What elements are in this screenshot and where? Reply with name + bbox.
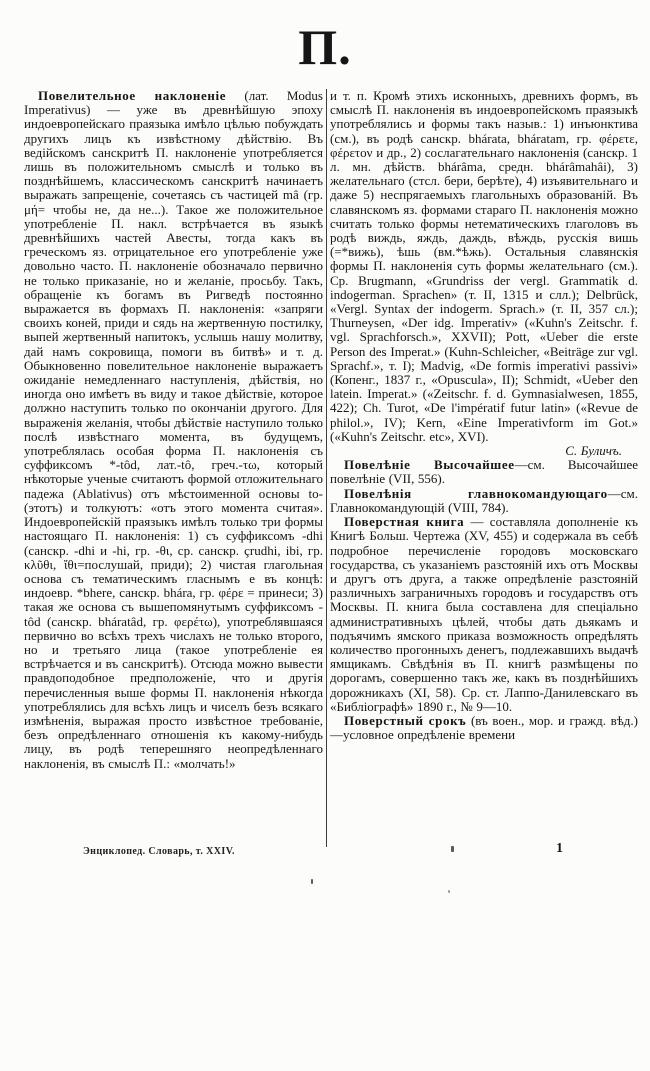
article-body-left: (лат. Modus Imperativus) — уже въ древнѣйшую эпоху индоевропейскаго праязыка имѣло цѣлью побуждать другихъ лицъ къ извѣстному дѣйствію. Въ ведійскомъ санскритѣ П. наклоненіе употребляется лишь въ положительномъ смыслѣ и только въ позднѣйшемъ, классическомъ санскритѣ начинаетъ выражать запрещеніе, сочетаясь съ частицей mâ (гр. μή= чтобы не, да не...). Такое же положительное употребленіе П. накл. встрѣчается въ языкѣ древнѣйшихъ частей Авесты, тогда какъ въ греческомъ яз. отрицательное его употребленіе уже довольно часто. П. наклоненіе обозначало первично не только приказаніе, но и желаніе, просьбу. Такъ, обращеніе къ богамъ въ Ригведѣ постоянно выражается въ формахъ П. наклоненія: «запряги своихъ коней, приди и сядь на жертвенную постилку, выпей жертвенный напитокъ, услышь нашу молитву, дай намъ сокровища, помоги въ битвѣ» и т. д. Обыкновенно повелительное наклоненіе выражаетъ ожиданіе немедленнаго наступленія, дѣйствія, но иногда оно имѣетъ въ виду и такое дѣйствіе, которое должно наступить только по окончаніи другого. Для выраженія желанія, чтобы дѣйствіе наступило только послѣ извѣстнаго момента, въ будущемъ, употреблялась особая форма П. наклоненія съ суффиксомъ *-tôd, лат.-tô, греч.-τω, который нѣкоторые ученые считаютъ формой отложительнаго падежа (Ablativus) отъ мѣстоименной основы to- (этотъ) и толкуютъ: «отъ этого момента считая». Индоевропейскій праязыкъ имѣлъ только три формы настоящаго П. наклоненія: 1) съ суффиксомъ -dhi (санскр. -dhi и -hi, гр. -θι, ср. санскр. çrudhi, ibi, гр. κλῦθι, ἴθι=послушай, приди); 2) чистая глагольная основа съ тематическимъ гласнымъ e въ концѣ: индоевр. *bhere, санскр. bhára, гр. φέρε = принеси; 3) такая же основа съ вышепомянутымъ суффиксомъ -tôd (санскр. bháratâd, гр. φερέτω), употреблявшаяся первично во всѣхъ трехъ числахъ не только второго, но и третьяго лица (такое употребленіе ея встрѣчается и въ санскритѣ). Отсюда можно вывести правдоподобное предположеніе, что и другія перечисленныя выше формы П. наклоненія нѣкогда употреблялись для всѣхъ лицъ и чиселъ безъ всякаго измѣненія, выражая просто извѣстное требованіе, безъ опредѣленнаго отношенія къ какому-нибудь лицу, въ родѣ теперешняго неопредѣленнаго наклоненія, въ смыслѣ П.: «молчать!»	[24, 89, 323, 771]
footer-volume-imprint: Энциклопед. Словарь, т. XXIV.	[83, 846, 235, 857]
right-column	[330, 89, 638, 847]
scan-artifact-speck	[448, 890, 450, 893]
entry-text: — составляла дополненіе къ Книгѣ Больш. Чертежа (XV, 455) и содержала въ себѣ подробное перечисленіе городовъ московскаго государства, съ указаніемъ разстояній ихъ отъ Москвы и другъ отъ друга, а также опредѣленіе разстояній различныхъ заграничныхъ городовъ и государствъ отъ Москвы. П. книга была составлена для спеціально административныхъ цѣлей, чтобы дать дьякамъ и подъячимъ ямского приказа возможность опредѣлять количество прогонныхъ денегъ, подлежавшихъ выдачѣ ямщикамъ. Свѣдѣнія въ П. книгѣ размѣщены по дорогамъ, совершенно такъ же, какъ въ позднѣйшихъ дорожникахъ (XI, 58). Ср. ст. Лаппо-Данилевскаго въ «Библіографѣ» 1890 г., № 9—10.	[330, 514, 638, 714]
entry-poveleniya-glavnokomanduyushchago	[330, 487, 638, 515]
entry-headword: Поверстная книга	[344, 514, 465, 530]
entry-headword: Повелѣнія главнокомандующаго	[344, 485, 608, 501]
article-headword: Повелительное наклоненіе	[38, 89, 227, 103]
entry-poverstnyi-srok	[330, 714, 638, 742]
article-body-continuation: и т. п. Кромѣ этихъ исконныхъ, древнихъ формъ, въ смыслѣ П. наклоненія въ индоевропейскомъ праязыкѣ употреблялись и формы такъ назыв.: 1) инъюнктива (см.), въ родѣ санскр. bhárata, bháratam, гр. φέρετε, φέρετον и др., 2) сослагательнаго наклоненія (санскр. 1 л. мн. дѣйств. bhárâma, средн. bhárâmahâi), 3) желательнаго (стсл. бери, берѣте), 4) изъявительнаго и даже 5) неспрягаемыхъ глагольныхъ образованій. Въ славянскомъ яз. формами стараго П. наклоненія можно считать только формы нетематическихъ глаголовъ въ родѣ виждь, яждь, даждь, вѣждь, русскія вишь (=*вижь), ѣшь (вм.*ѣжь). Остальныя славянскія формы П. наклоненія суть формы желательнаго (см.). Ср. Brugmann, «Grundriss der vergl. Grammatik d. indogerman. Sprachen» (т. II, 1315 и слл.); Delbrück, «Vergl. Syntax der indogerm. Sprach.» (т. II, 357 сл.); Thurneysen, «Der idg. Imperativ» («Kuhn's Zeitschr. f. vgl. Sprachforsch.», XXVII); Pott, «Ueber die erste Person des Imperat.» (Kuhn-Schleicher, «Beiträge zur vgl. Sprachf.», т. I); Madvig, «De formis imperativi passivi» (Копенг., 1837 г., «Opuscula», II); Schmidt, «Ueber den latein. Imperat.» («Zeitschr. f. d. Gymnasialwesen, 1855, 422); Ch. Turot, «De l'impératif futur latin» («Revue de philol.», IV); Kern, «Eine Imperativform im Got.» («Kuhn's Zeitschr. etc», XVI).	[330, 89, 638, 444]
two-column-text-block	[24, 89, 638, 847]
column-divider-rule	[326, 89, 327, 847]
page-number: 1	[556, 841, 563, 856]
entry-text: (въ воен., мор. и гражд. вѣд.)—условное опредѣленіе времени	[330, 712, 638, 743]
entry-poverstnaya-kniga	[330, 515, 638, 714]
entry-povelenie-vysochaishee	[330, 458, 638, 486]
scan-artifact-speck	[451, 846, 454, 852]
entry-headword: Поверстный срокъ	[344, 712, 467, 728]
left-column	[24, 89, 323, 847]
article-author-signature: С. Буличъ.	[565, 443, 622, 459]
entry-headword: Повелѣніе Высочайшее	[344, 457, 515, 473]
scan-artifact-speck	[311, 879, 313, 884]
entry-text: —см. Главнокомандующій (VIII, 784).	[330, 485, 638, 515]
section-letter-heading: П.	[298, 19, 352, 75]
article-povelitelnoe-naklonenie	[24, 89, 323, 771]
entry-text: —см. Высочайшее повелѣніе (VII, 556).	[330, 457, 638, 487]
